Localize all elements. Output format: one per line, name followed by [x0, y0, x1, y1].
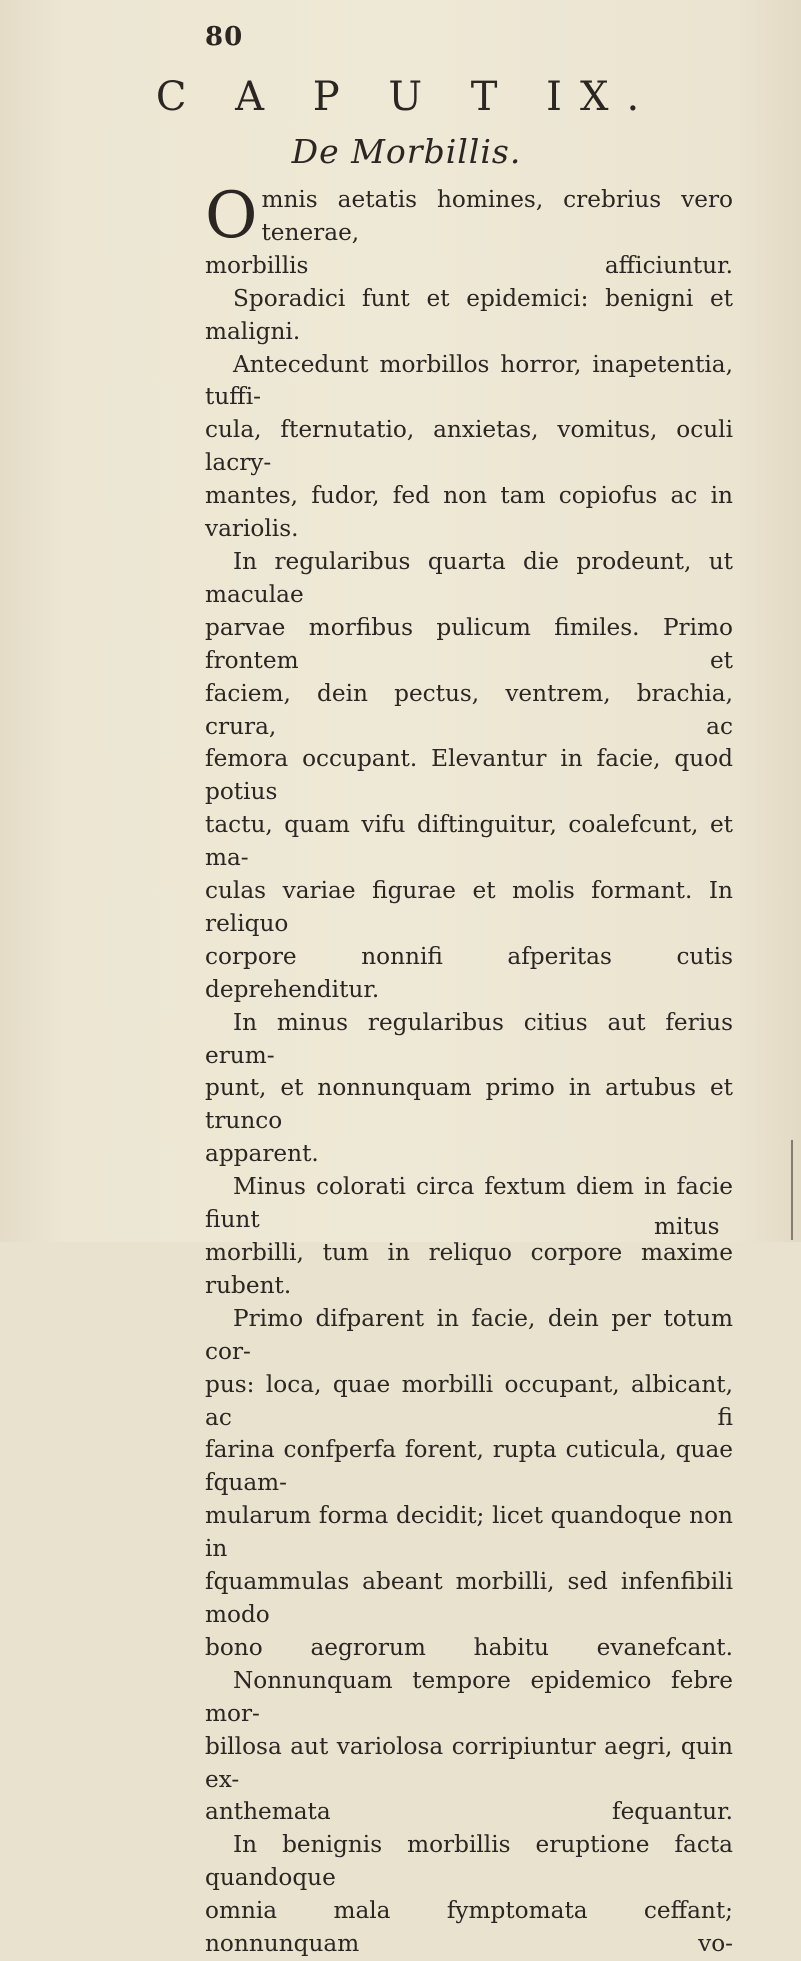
page-number: 80	[205, 22, 244, 52]
drop-cap: O	[205, 179, 258, 253]
text-line: culas variae figurae et molis formant. In reliquo	[205, 877, 733, 937]
text-line: Antecedunt morbillos horror, inapetentia, tuffi-	[205, 350, 733, 411]
paragraph-p2	[205, 283, 733, 349]
paragraph-p3	[205, 349, 733, 546]
chapter-heading: C A P U T IX.	[155, 74, 658, 120]
body-text	[205, 179, 733, 1961]
text-line: bono aegrorum habitu evanefcant.	[205, 1633, 733, 1661]
text-line: Sporadici funt et epidemici: benigni et maligni.	[205, 284, 733, 345]
paragraph-p8	[205, 1665, 733, 1830]
text-line: fquammulas abeant morbilli, sed infenfibili modo	[205, 1568, 733, 1628]
text-line: morbilli, tum in reliquo corpore maxime rubent.	[205, 1239, 733, 1299]
paragraph-p5	[205, 1007, 733, 1172]
text-line: Primo difparent in facie, dein per totum cor-	[205, 1304, 733, 1365]
text-line: femora occupant. Elevantur in facie, quod potius	[205, 745, 733, 806]
text-line: mularum forma decidit; licet quandoque non in	[205, 1502, 733, 1563]
text-line: billosa aut variolosa corripiuntur aegri, quin ex-	[205, 1732, 733, 1793]
page-edge-shadow	[791, 1140, 793, 1240]
text-line: cula, fternutatio, anxietas, vomitus, oculi lacry-	[205, 416, 733, 477]
text-line: apparent.	[205, 1140, 319, 1168]
catchword: mitus	[654, 1213, 720, 1240]
chapter-subtitle: De Morbillis.	[291, 132, 522, 171]
text-line: pus: loca, quae morbilli occupant, albicant, ac fi	[205, 1370, 733, 1431]
paragraph-p1	[205, 179, 733, 283]
text-line: mnis aetatis homines, crebrius vero tenerae,	[261, 186, 733, 246]
text-line: morbillis afficiuntur.	[205, 251, 733, 279]
paragraph-p4	[205, 546, 733, 1007]
paragraph-p7	[205, 1303, 733, 1665]
text-line: Minus colorati circa fextum diem in facie fiunt	[205, 1173, 733, 1234]
text-line: farina confperfa forent, rupta cuticula, quae fquam-	[205, 1436, 733, 1497]
text-line: corpore nonnifi afperitas cutis deprehenditur.	[205, 942, 733, 1003]
text-line: In minus regularibus citius aut ferius erum-	[205, 1008, 733, 1069]
text-line: In regularibus quarta die prodeunt, ut maculae	[205, 547, 733, 608]
text-line: punt, et nonnunquam primo in artubus et trunco	[205, 1074, 733, 1135]
text-line: tactu, quam vifu diftinguitur, coalefcunt, et ma-	[205, 811, 733, 872]
text-line: faciem, dein pectus, ventrem, brachia, crura, ac	[205, 679, 733, 740]
text-line: anthemata fequantur.	[205, 1798, 733, 1826]
text-line: omnia mala fymptomata ceffant; nonnunquam vo-	[205, 1897, 733, 1958]
text-line: In benignis morbillis eruptione facta quandoque	[205, 1831, 733, 1892]
paragraph-p9	[205, 1829, 733, 1961]
text-line: mantes, fudor, fed non tam copiofus ac in variolis.	[205, 482, 733, 543]
text-line: parvae morfibus pulicum fimiles. Primo frontem et	[205, 613, 733, 674]
text-line: Nonnunquam tempore epidemico febre mor-	[205, 1666, 733, 1727]
